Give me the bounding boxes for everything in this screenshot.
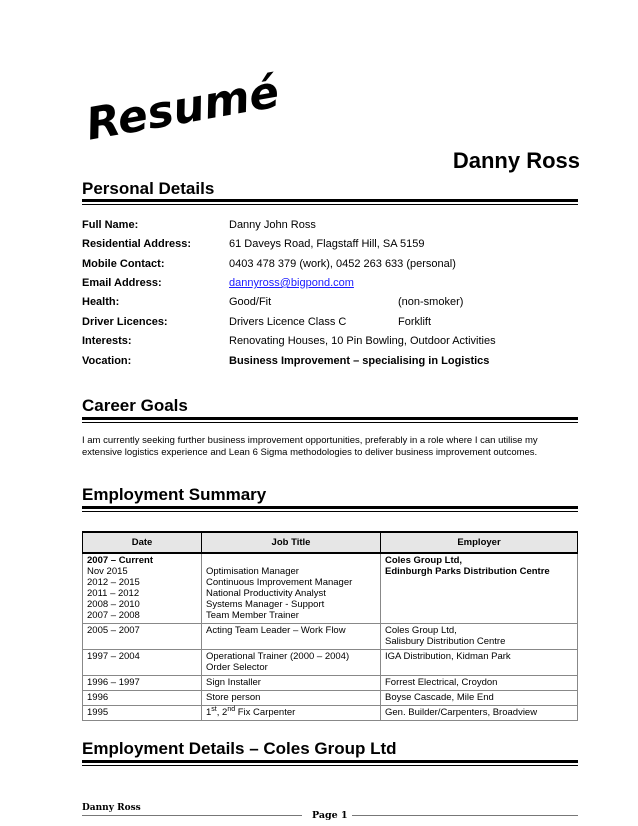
column-header-employer: Employer bbox=[381, 532, 578, 553]
cell-date: 1997 – 2004 bbox=[83, 650, 202, 676]
page-number: Page 1 bbox=[312, 810, 348, 821]
candidate-name: Danny Ross bbox=[452, 148, 580, 173]
table-row bbox=[83, 691, 578, 706]
cell-date: 1995 bbox=[83, 706, 202, 721]
employment-details-heading: Employment Details – Coles Group Ltd bbox=[82, 739, 397, 758]
table-row bbox=[83, 676, 578, 691]
section-rule bbox=[82, 506, 578, 509]
table-row bbox=[83, 624, 578, 650]
table-header-row bbox=[83, 532, 578, 553]
cell-date: 2007 – Current Nov 2015 2012 – 2015 2011 – 2012 2008 – 2010 2007 – 2008 bbox=[83, 553, 202, 624]
cell-job-title: Acting Team Leader – Work Flow bbox=[202, 624, 381, 650]
section-rule bbox=[82, 204, 578, 205]
career-goals-text: I am currently seeking further business improvement opportunities, preferably in a role where I can utilise my extensive logistics experience and Lean 6 Sigma methodologies to deliver business improvement outcomes. bbox=[82, 435, 538, 458]
cell-employer: Coles Group Ltd, Edinburgh Parks Distribution Centre bbox=[381, 553, 578, 624]
cell-date: 1996 bbox=[83, 691, 202, 706]
table-row bbox=[83, 650, 578, 676]
section-rule bbox=[82, 760, 578, 763]
cell-job-title: Optimisation Manager Continuous Improvement Manager National Productivity Analyst Systems Manager - Support Team Member Trainer bbox=[202, 553, 381, 624]
table-row bbox=[83, 706, 578, 721]
table-row bbox=[83, 553, 578, 624]
column-header-job-title: Job Title bbox=[202, 532, 381, 553]
cell-employer: IGA Distribution, Kidman Park bbox=[381, 650, 578, 676]
cell-employer: Forrest Electrical, Croydon bbox=[381, 676, 578, 691]
section-rule bbox=[82, 417, 578, 420]
footer-rule bbox=[352, 815, 578, 816]
cell-employer: Boyse Cascade, Mile End bbox=[381, 691, 578, 706]
personal-details-heading: Personal Details bbox=[82, 179, 215, 198]
employment-summary-heading: Employment Summary bbox=[82, 485, 267, 504]
column-header-date: Date bbox=[83, 532, 202, 553]
section-rule bbox=[82, 765, 578, 766]
svg-text:Resumé: Resumé bbox=[82, 66, 283, 151]
footer-name: Danny Ross bbox=[82, 803, 141, 813]
section-rule bbox=[82, 199, 578, 202]
cell-job-title: Sign Installer bbox=[202, 676, 381, 691]
resume-logo bbox=[80, 66, 283, 151]
cell-date: 2005 – 2007 bbox=[83, 624, 202, 650]
cell-job-title: Operational Trainer (2000 – 2004) Order Selector bbox=[202, 650, 381, 676]
email-link[interactable]: dannyross@bigpond.com bbox=[229, 277, 354, 289]
cell-date: 1996 – 1997 bbox=[83, 676, 202, 691]
footer-rule bbox=[82, 815, 302, 816]
section-rule bbox=[82, 422, 578, 423]
cell-employer: Gen. Builder/Carpenters, Broadview bbox=[381, 706, 578, 721]
career-goals-heading: Career Goals bbox=[82, 396, 188, 415]
employment-table bbox=[82, 531, 578, 721]
section-rule bbox=[82, 511, 578, 512]
cell-employer: Coles Group Ltd, Salisbury Distribution Centre bbox=[381, 624, 578, 650]
cell-job-title: Store person bbox=[202, 691, 381, 706]
cell-job-title: 1st, 2nd Fix Carpenter bbox=[202, 706, 381, 721]
